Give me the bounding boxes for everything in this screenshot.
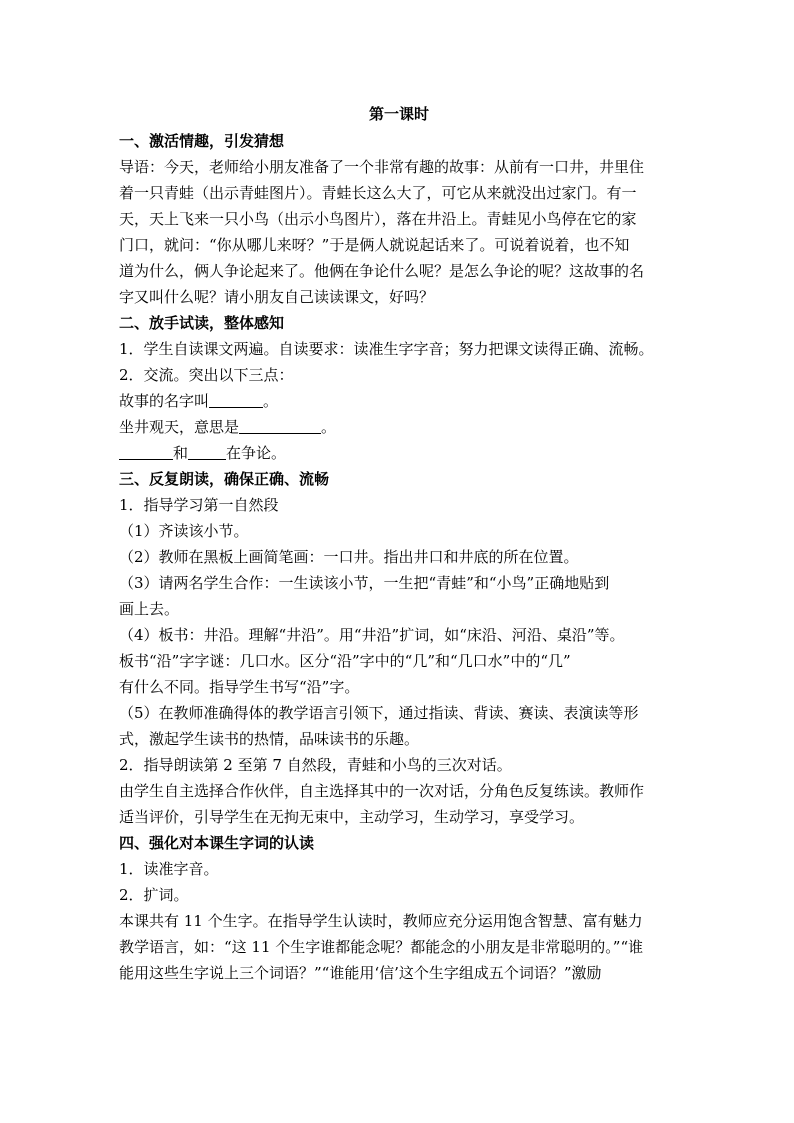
paragraph-line: 道为什么，俩人争论起来了。他俩在争论什么呢？是怎么争论的呢？这故事的名 bbox=[119, 262, 645, 280]
fill-in-line bbox=[119, 440, 679, 466]
fill-prefix: 坐井观天，意思是 bbox=[119, 418, 240, 436]
paragraph-line: （1）齐读该小节。 bbox=[119, 522, 249, 540]
fill-blank bbox=[119, 443, 173, 460]
fill-suffix: 。 bbox=[321, 418, 337, 436]
fill-in-line bbox=[119, 388, 679, 414]
paragraph-line: 2．指导朗读第 2 至第 7 自然段，青蛙和小鸟的三次对话。 bbox=[119, 756, 512, 774]
fill-blank bbox=[188, 443, 226, 460]
paragraph-line: （2）教师在黑板上画简笔画：一口井。指出井口和井底的所在位置。 bbox=[119, 548, 579, 566]
section4-heading: 四、强化对本课生字词的认读 bbox=[119, 834, 315, 852]
paragraph-line: 适当评价，引导学生在无拘无束中，主动学习，生动学习，享受学习。 bbox=[119, 808, 585, 826]
paragraph-line: 有什么不同。指导学生书写“沿”字。 bbox=[119, 678, 360, 696]
section2-heading: 二、放手试读，整体感知 bbox=[119, 314, 285, 332]
paragraph-line: 门口，就问：“你从哪儿来呀？”于是俩人就说起话来了。可说着说着，也不知 bbox=[119, 236, 630, 254]
fill-in-line bbox=[119, 414, 679, 440]
paragraph-line: 着一只青蛙（出示青蛙图片）。青蛙长这么大了，可它从来就没出过家门。有一 bbox=[119, 184, 637, 202]
paragraph-line: （4）板书：井沿。理解“井沿”。用“井沿”扩词，如“床沿、河沿、桌沿”等。 bbox=[119, 626, 625, 644]
paragraph-line: 由学生自主选择合作伙伴，自主选择其中的一次对话，分角色反复练读。教师作 bbox=[119, 782, 645, 800]
paragraph-line: 字又叫什么呢？请小朋友自己读读课文，好吗？ bbox=[119, 288, 435, 306]
section3-heading: 三、反复朗读，确保正确、流畅 bbox=[119, 470, 330, 488]
fill-middle: 和 bbox=[173, 444, 189, 462]
lesson-title: 第一课时 bbox=[368, 105, 429, 123]
fill-blank bbox=[239, 417, 321, 434]
paragraph-line: 2．扩词。 bbox=[119, 886, 189, 904]
paragraph-line: 1．读准字音。 bbox=[119, 860, 219, 878]
paragraph-line: （5）在教师准确得体的教学语言引领下，通过指读、背读、赛读、表演读等形 bbox=[119, 704, 639, 722]
paragraph-line: 本课共有 11 个生字。在指导学生认读时，教师应充分运用饱含智慧、富有魅力 bbox=[119, 912, 643, 930]
paragraph-line: 1．指导学习第一自然段 bbox=[119, 496, 279, 514]
paragraph-line: 画上去。 bbox=[119, 600, 180, 618]
paragraph-line: 导语：今天，老师给小朋友准备了一个非常有趣的故事：从前有一口井，井里住 bbox=[119, 158, 645, 176]
list-item: 1．学生自读课文两遍。自读要求：读准生字字音；努力把课文读得正确、流畅。 bbox=[119, 340, 654, 358]
section1-heading: 一、激活情趣，引发猜想 bbox=[119, 132, 285, 150]
fill-suffix: 。 bbox=[263, 392, 279, 410]
fill-blank bbox=[209, 391, 263, 408]
fill-prefix: 故事的名字叫 bbox=[119, 392, 210, 410]
list-item: 2．交流。突出以下三点： bbox=[119, 366, 294, 384]
paragraph-line: 教学语言，如：“这 11 个生字谁都能念呢？都能念的小朋友是非常聪明的。”“谁 bbox=[119, 938, 644, 956]
paragraph-line: 天，天上飞来一只小鸟（出示小鸟图片），落在井沿上。青蛙见小鸟停在它的家 bbox=[119, 210, 637, 228]
paragraph-line: 式，激起学生读书的热情，品味读书的乐趣。 bbox=[119, 730, 420, 748]
paragraph-line: 能用这些生字说上三个词语？”“谁能用‘信’这个生字组成五个词语？”激励 bbox=[119, 964, 602, 982]
paragraph-line: 板书“沿”字字谜：几口水。区分“沿”字中的“几”和“几口水”中的“几” bbox=[119, 652, 571, 670]
fill-suffix: 在争论。 bbox=[226, 444, 287, 462]
document-page bbox=[119, 98, 679, 986]
paragraph-line: （3）请两名学生合作：一生读该小节，一生把“青蛙”和“小鸟”正确地贴到 bbox=[119, 574, 610, 592]
